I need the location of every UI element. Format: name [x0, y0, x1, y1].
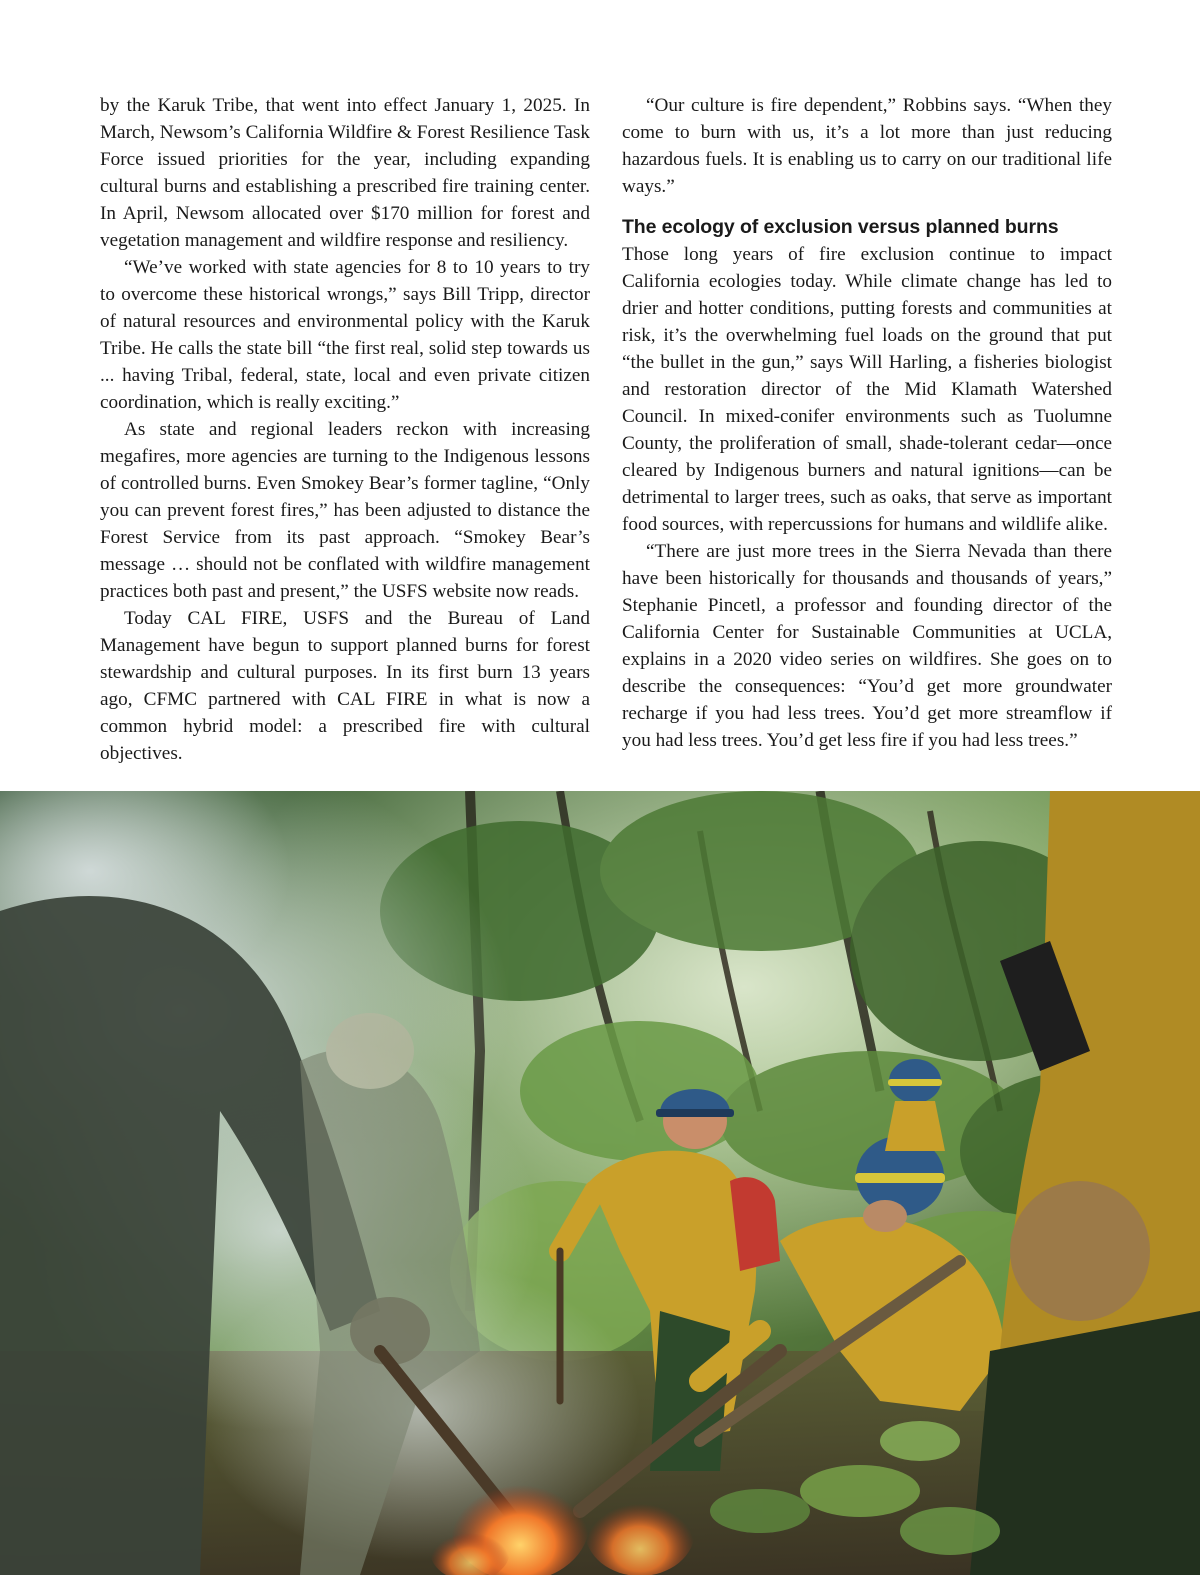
paragraph: Today CAL FIRE, USFS and the Bureau of Land Management have begun to support planned burns for forest stewardship and cultural purposes. In its first burn 13 years ago, CFMC partnered with CAL FIRE in what is now a common hybrid model: a prescribed fire with cultural objectives. [100, 608, 590, 764]
section-heading: The ecology of exclusion versus planned burns [622, 216, 1059, 238]
photo-illustration [0, 791, 1200, 1575]
wildfire-crew-photo [0, 791, 1200, 1575]
paragraph: by the Karuk Tribe, that went into effect January 1, 2025. In March, Newsom’s California Wildfire & Forest Resilience Task Force issued priorities for the year, including expanding cultural burns and establishing a prescribed fire training center. In April, Newsom allocated over $170 million for forest and vegetation management and wildfire response and resiliency. [100, 95, 590, 251]
paragraph: As state and regional leaders reckon with increasing megafires, more agencies are turning to the Indigenous lessons of controlled burns. Even Smokey Bear’s former tagline, “Only you can prevent forest fires,” has been adjusted to distance the Forest Service from its past approach. “Smokey Bear’s message … should not be conflated with wildfire management practices both past and present,” the USFS website now reads. [100, 419, 590, 602]
paragraph: “We’ve worked with state agencies for 8 to 10 years to try to overcome these historical wrongs,” says Bill Tripp, director of natural resources and environmental policy with the Karuk Tribe. He calls the state bill “the first real, solid step towards us ... having Tribal, federal, state, local and even private citizen coordination, which is really exciting.” [100, 257, 590, 413]
paragraph: “Our culture is fire dependent,” Robbins says. “When they come to burn with us, it’s a lot more than just reducing hazardous fuels. It is enabling us to carry on our traditional life ways.” [622, 95, 1112, 197]
article-right-column [622, 92, 1112, 754]
article-left-column [100, 92, 590, 767]
paragraph: “There are just more trees in the Sierra Nevada than there have been historically for thousands and thousands of years,” Stephanie Pincetl, a professor and founding director of the California Center for Sustainable Communities at UCLA, explains in a 2020 video series on wildfires. She goes on to describe the consequences: “You’d get more groundwater recharge if you had less trees. You’d get more streamflow if you had less trees. You’d get less fire if you had less trees.” [622, 541, 1112, 751]
paragraph: Those long years of fire exclusion continue to impact California ecologies today. While climate change has led to drier and hotter conditions, putting forests and communities at risk, it’s the overwhelming fuel loads on the ground that put “the bullet in the gun,” says Will Harling, a fisheries biologist and restoration director of the Mid Klamath Watershed Council. In mixed-conifer environments such as Tuolumne County, the proliferation of small, shade-tolerant cedar—once cleared by Indigenous burners and natural ignitions—can be detrimental to larger trees, such as oaks, that serve as important food sources, with repercussions for humans and wildlife alike. [622, 244, 1112, 535]
